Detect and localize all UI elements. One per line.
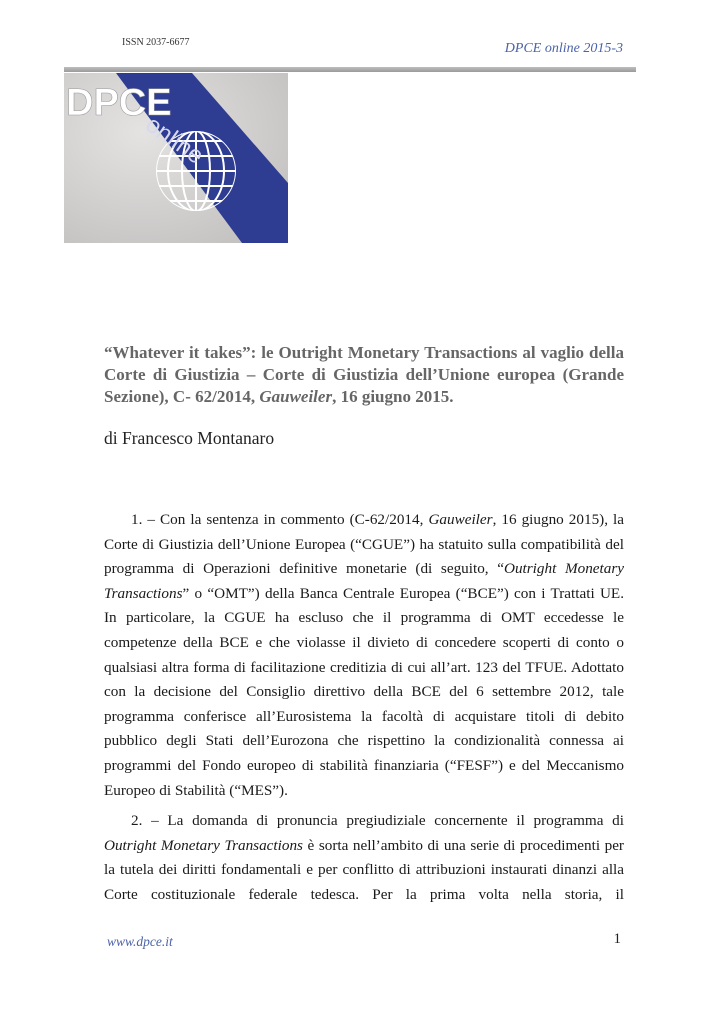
dpce-logo bbox=[64, 73, 288, 243]
title-case-name: Gauweiler bbox=[259, 387, 333, 406]
logo-text-dpce: DPCE bbox=[66, 82, 172, 124]
page-number: 1 bbox=[613, 931, 621, 947]
p1-text-c: , 16 giugno 2015), la Corte di Giustizia dell’Unione Europea (“CGUE”) ha statuito sulla compatibilità del programma di Operazioni definitive monetarie (di seguito, “ bbox=[104, 511, 624, 578]
journal-issue: DPCE online 2015-3 bbox=[504, 41, 623, 56]
paragraph-2 bbox=[104, 809, 624, 907]
article-body bbox=[104, 508, 624, 914]
p1-text-e: ” o “OMT”) della Banca Centrale Europea (“BCE”) con i Trattati UE. In particolare, la CGUE ha escluso che il programma di OMT eccedesse le competenze della BCE e che violasse il divieto di concedere scoperti di conto o qualsiasi altra forma di facilitazione creditizia di cui all’art. 123 del TFUE. Adottato con la decisione del Consiglio direttivo della BCE del 6 settembre 2012, tale programma conferisce all’Eurosistema la facoltà di acquistare titoli di debito pubblico degli Stati dell’Eurozona che rispettino la condizionalità connessa ai programmi del Fondo europeo di stabilità finanziaria (“FESF”) e del Meccanismo Europeo di Stabilità (“MES”). bbox=[104, 584, 624, 799]
issn: ISSN 2037-6677 bbox=[122, 37, 190, 48]
title-text-2: , 16 giugno 2015. bbox=[332, 387, 454, 406]
p2-text-c: è sorta nell’ambito di una serie di procedimenti per la tutela dei diritti fondamentali e per conflitto di attribuzioni instaurati dinanzi alla Corte costituzionale federale tedesca. Per la prima volta nella storia, il bbox=[104, 836, 624, 903]
article-title bbox=[104, 342, 624, 408]
title-text-1: “Whatever it takes”: le Outright Monetary Transactions al vaglio della Corte di Giustizia – Corte di Giustizia dell’Unione europea (Grande Sezione), C- 62/2014, bbox=[104, 343, 624, 406]
article-author: di Francesco Montanaro bbox=[104, 428, 275, 448]
p2-omt-term: Outright Monetary Transactions bbox=[104, 836, 303, 854]
p1-text-a: 1. – Con la sentenza in commento (C-62/2014, bbox=[131, 511, 429, 528]
paragraph-1 bbox=[104, 508, 624, 803]
header-rule bbox=[64, 67, 636, 72]
p2-text-a: 2. – La domanda di pronuncia pregiudiziale concernente il programma di bbox=[131, 812, 624, 830]
footer-website-link[interactable]: www.dpce.it bbox=[107, 934, 173, 949]
p1-case-name: Gauweiler bbox=[428, 511, 493, 528]
logo-text-online: online bbox=[140, 110, 209, 170]
p1-omt-term: Outright Monetary Transactions bbox=[104, 560, 624, 602]
